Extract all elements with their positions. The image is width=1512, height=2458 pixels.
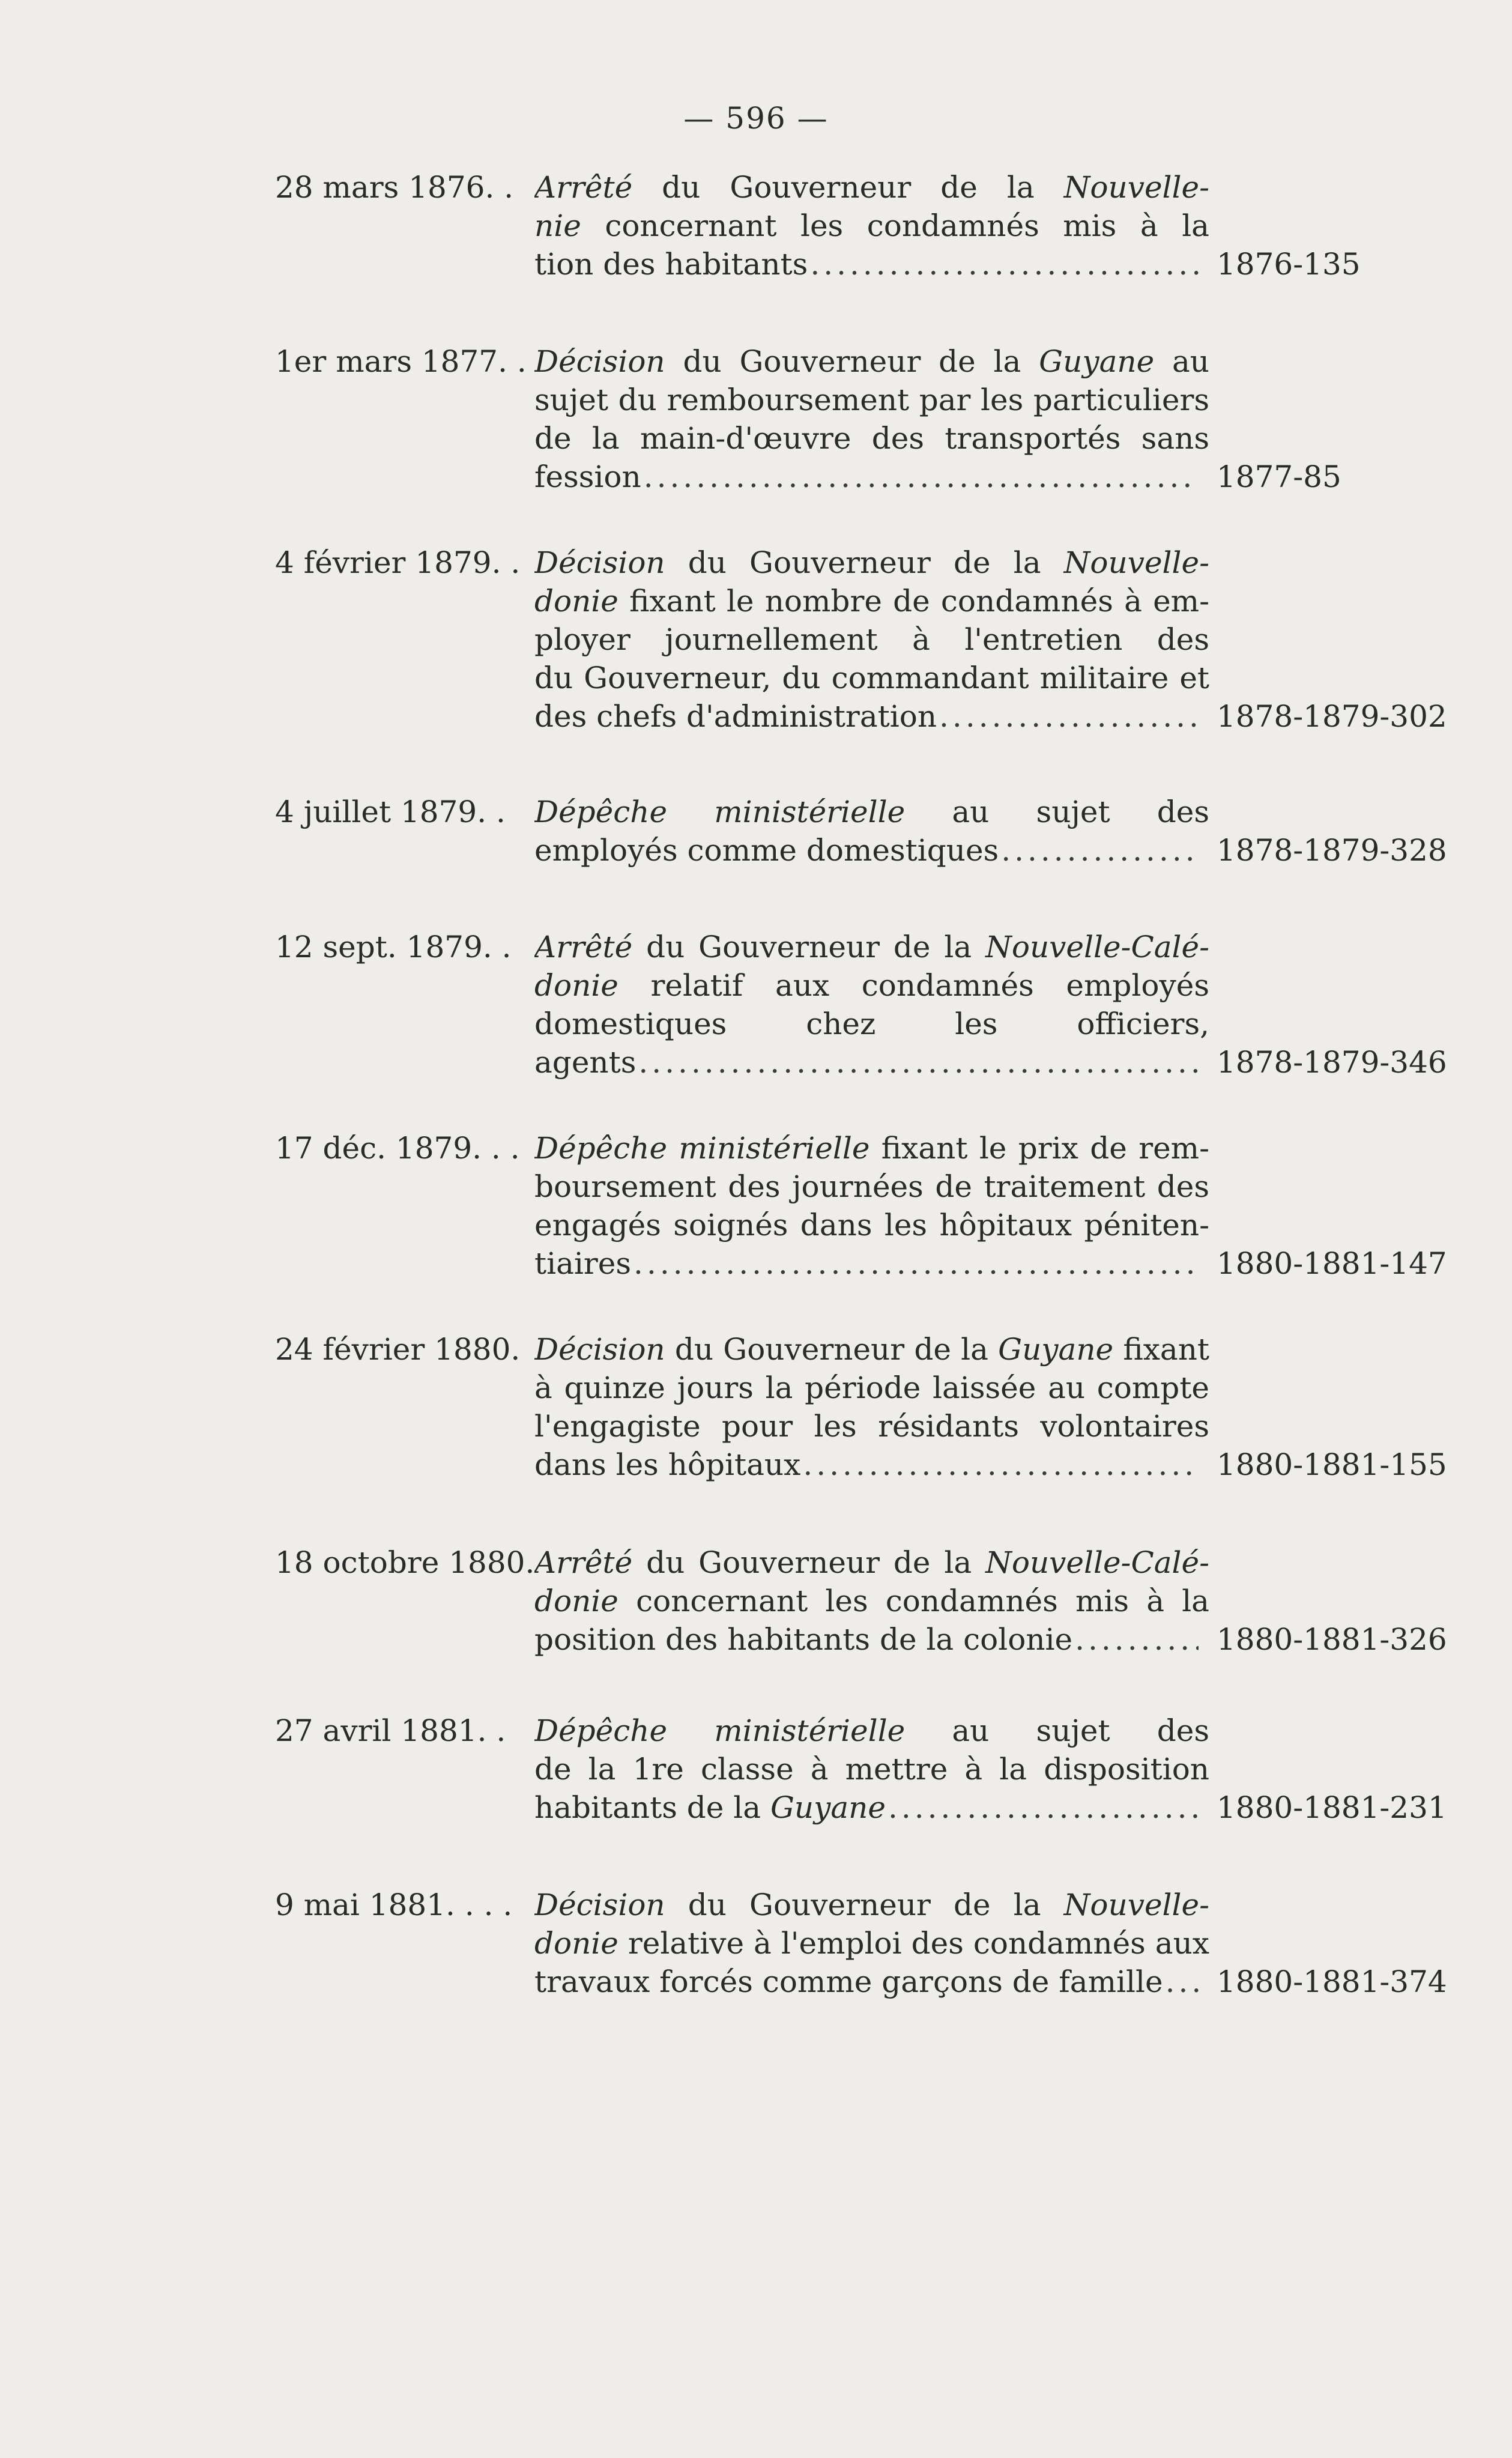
text-run: du Gouverneur de la xyxy=(632,1545,986,1580)
dot-leader xyxy=(634,1244,1199,1283)
italic-term: Dépêche ministérielle xyxy=(534,795,906,829)
entry-text xyxy=(534,543,1209,736)
entry-reference: 1876-135 xyxy=(1217,247,1361,282)
text-run: du Gouverneur de la xyxy=(665,545,1064,580)
text-run: agents xyxy=(534,1045,637,1080)
text-run: boursement des journées de traitement des xyxy=(534,1169,1209,1204)
entry-text xyxy=(534,1330,1209,1484)
italic-term: Arrêté xyxy=(534,1545,633,1580)
entry-reference: 1878-1879-346 xyxy=(1217,1045,1447,1080)
entry-line xyxy=(534,1369,1209,1407)
entry-text xyxy=(534,342,1209,496)
dot-leader xyxy=(1001,831,1199,870)
entry-line xyxy=(534,659,1209,697)
entry-date: 4 juillet 1879. . xyxy=(275,795,506,829)
text-run: du Gouverneur de la xyxy=(665,1332,999,1367)
italic-term: donie xyxy=(534,1584,618,1618)
entry-line xyxy=(534,793,1209,831)
italic-term: Nouvelle-Calé- xyxy=(985,930,1209,964)
entry-date: 12 sept. 1879. . xyxy=(275,930,512,964)
text-run: de la main-d'œuvre des transportés sans xyxy=(534,421,1209,456)
text-run: du Gouverneur, du commandant militaire et xyxy=(534,661,1209,695)
italic-term: Nouvelle- xyxy=(1063,545,1209,580)
dot-leader xyxy=(803,1445,1199,1484)
text-run: au sujet des xyxy=(952,1713,1209,1748)
italic-term: Décision xyxy=(534,1887,665,1922)
text-run: sujet du remboursement par les particuliers xyxy=(534,383,1209,417)
entry-line xyxy=(534,1924,1209,1963)
entry-text xyxy=(534,1129,1209,1283)
entry-date: 24 février 1880. xyxy=(275,1332,521,1367)
entry-line xyxy=(534,168,1209,207)
italic-term: Nouvelle- xyxy=(1063,170,1209,205)
text-run: position des habitants de la colonie xyxy=(534,1622,1073,1657)
entry-date: 27 avril 1881. . xyxy=(275,1713,506,1748)
text-run: dans les hôpitaux xyxy=(534,1447,801,1482)
dot-leader xyxy=(939,697,1199,736)
entry-line xyxy=(534,1206,1209,1244)
text-run: l'engagiste pour les résidants volontaires xyxy=(534,1409,1209,1444)
italic-term: Guyane xyxy=(770,1790,886,1825)
text-run: des chefs d'administration xyxy=(534,699,937,734)
entry-reference: 1880-1881-155 xyxy=(1217,1447,1447,1482)
entry-date: 9 mai 1881. . . . xyxy=(275,1887,513,1922)
page-number: — 596 — xyxy=(683,101,829,136)
entry-line xyxy=(534,1005,1209,1043)
italic-term: donie xyxy=(534,584,618,619)
entry-line xyxy=(534,1582,1209,1620)
entry-text xyxy=(534,1543,1209,1659)
entry-text xyxy=(534,1886,1209,2001)
entry-line xyxy=(534,1963,1209,2001)
italic-term: Guyane xyxy=(1039,344,1155,379)
entry-line xyxy=(534,1129,1209,1167)
text-run: employés comme domestiques xyxy=(534,833,999,868)
text-run: concernant les condamnés mis à la xyxy=(636,1584,1209,1618)
entry-line xyxy=(534,928,1209,966)
text-run: du Gouverneur de la xyxy=(665,1887,1064,1922)
italic-term: Arrêté xyxy=(534,930,633,964)
text-run: au sujet des xyxy=(952,795,1209,829)
entry-line xyxy=(534,419,1209,458)
text-run: fixant xyxy=(1113,1332,1209,1367)
entry-line xyxy=(534,207,1209,245)
italic-term: Nouvelle- xyxy=(1063,1887,1209,1922)
entry-line xyxy=(534,966,1209,1005)
entry-line xyxy=(534,1788,1209,1827)
dot-leader xyxy=(1166,1963,1199,2001)
italic-term: Nouvelle-Calé- xyxy=(985,1545,1209,1580)
text-run: au xyxy=(1154,344,1209,379)
text-run: fession xyxy=(534,459,641,494)
text-run: à quinze jours la période laissée au compte xyxy=(534,1370,1209,1405)
entry-text xyxy=(534,928,1209,1082)
dot-leader xyxy=(810,245,1199,283)
entry-reference: 1880-1881-374 xyxy=(1217,1964,1447,1999)
entry-date: 17 déc. 1879. . . xyxy=(275,1131,520,1166)
dot-leader xyxy=(1075,1620,1199,1659)
entry-date: 1er mars 1877. . xyxy=(275,344,527,379)
entry-text xyxy=(534,793,1209,870)
text-run: concernant les condamnés mis à la xyxy=(605,208,1209,243)
text-run: ployer journellement à l'entretien des xyxy=(534,622,1209,657)
entry-reference: 1877-85 xyxy=(1217,459,1341,494)
entry-line xyxy=(534,831,1209,870)
dot-leader xyxy=(888,1788,1199,1827)
text-run: tiaires xyxy=(534,1246,632,1281)
entry-line xyxy=(534,1543,1209,1582)
entry-reference: 1878-1879-302 xyxy=(1217,699,1447,734)
entry-date: 28 mars 1876. . xyxy=(275,170,514,205)
dot-leader xyxy=(638,1043,1199,1082)
entry-reference: 1880-1881-326 xyxy=(1217,1622,1447,1657)
entry-line xyxy=(534,342,1209,381)
text-run: tion des habitants xyxy=(534,247,808,282)
text-run: domestiques chez les officiers, xyxy=(534,1007,1209,1041)
entry-text xyxy=(534,1712,1209,1827)
italic-term: nie xyxy=(534,208,581,243)
entry-line xyxy=(534,1445,1209,1484)
entry-line xyxy=(534,245,1209,283)
italic-term: donie xyxy=(534,968,618,1003)
entry-line xyxy=(534,1712,1209,1750)
italic-term: Décision xyxy=(534,344,665,379)
entry-reference: 1880-1881-231 xyxy=(1217,1790,1447,1825)
entry-line xyxy=(534,1330,1209,1369)
entry-line xyxy=(534,620,1209,659)
text-run: travaux forcés comme garçons de famille xyxy=(534,1964,1163,1999)
entry-line xyxy=(534,1244,1209,1283)
italic-term: Arrêté xyxy=(534,170,633,205)
italic-term: Dépêche ministérielle xyxy=(534,1131,870,1166)
text-run: fixant le prix de rem- xyxy=(869,1131,1209,1166)
text-run: du Gouverneur de la xyxy=(665,344,1039,379)
text-run: habitants de la xyxy=(534,1790,770,1825)
text-run: fixant le nombre de condamnés à em- xyxy=(618,584,1209,619)
text-run: relatif aux condamnés employés xyxy=(650,968,1209,1003)
entry-line xyxy=(534,543,1209,582)
italic-term: Guyane xyxy=(998,1332,1114,1367)
text-run: du Gouverneur de la xyxy=(632,170,1064,205)
entry-line xyxy=(534,458,1209,496)
entry-reference: 1880-1881-147 xyxy=(1217,1246,1447,1281)
entry-line xyxy=(534,1407,1209,1445)
entry-line xyxy=(534,1167,1209,1206)
entry-line xyxy=(534,1043,1209,1082)
italic-term: Décision xyxy=(534,545,665,580)
text-run: du Gouverneur de la xyxy=(632,930,986,964)
italic-term: donie xyxy=(534,1926,618,1961)
entry-reference: 1878-1879-328 xyxy=(1217,833,1447,868)
entry-line xyxy=(534,697,1209,736)
entry-text xyxy=(534,168,1209,283)
italic-term: Dépêche ministérielle xyxy=(534,1713,906,1748)
entry-line xyxy=(534,1750,1209,1788)
entry-line xyxy=(534,1620,1209,1659)
entry-line xyxy=(534,381,1209,419)
entry-line xyxy=(534,1886,1209,1924)
text-run: de la 1re classe à mettre à la disposition xyxy=(534,1752,1209,1787)
entry-date: 18 octobre 1880. xyxy=(275,1545,535,1580)
text-run: relative à l'emploi des condamnés aux xyxy=(618,1926,1209,1961)
entry-line xyxy=(534,582,1209,620)
text-run: engagés soignés dans les hôpitaux péniten- xyxy=(534,1208,1209,1243)
entry-date: 4 février 1879. . xyxy=(275,545,521,580)
italic-term: Décision xyxy=(534,1332,665,1367)
dot-leader xyxy=(644,458,1199,496)
